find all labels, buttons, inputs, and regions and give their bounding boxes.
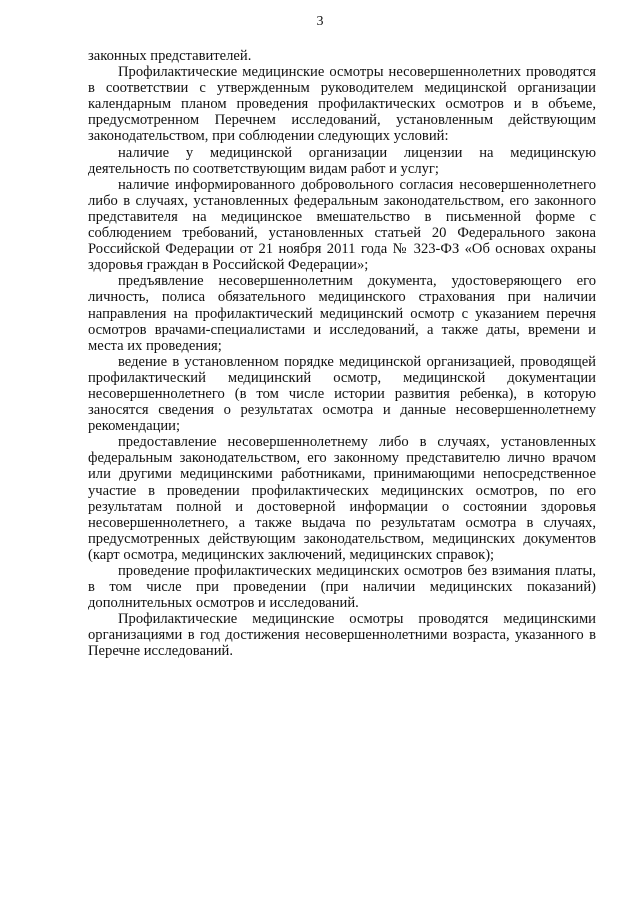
paragraph-condition-documents: предъявление несовершеннолетним документа, удостоверяющего его личность, полиса обязательного медицинского страхования при наличии направления на профилактический медицинский осмотр с указанием перечня осмотров врачами-специалистами и исследований, а также даты, времени и места их проведения; <box>88 273 596 354</box>
paragraph-condition-information: предоставление несовершеннолетнему либо в случаях, установленных федеральным законодательством, его законному представителю лично врачом или другими медицинскими работниками, принимающими непосредственное участие в проведении профилактических медицинских осмотров, по его результатам полной и достоверной информации о состоянии здоровья несовершеннолетнего, а также выдача по результатам осмотра в случаях, предусмотренных действующим законодательством, медицинских документов (карт осмотра, медицинских заключений, медицинских справок); <box>88 434 596 563</box>
paragraph-condition-records: ведение в установленном порядке медицинской организацией, проводящей профилактический медицинский осмотр, медицинской документации несовершеннолетнего (в том числе истории развития ребенка), в которую заносятся сведения о результатах осмотра и данные несовершеннолетнему рекомендации; <box>88 353 596 435</box>
paragraph-condition-consent: наличие информированного добровольного согласия несовершеннолетнего либо в случаях, установленных федеральным законодательством, его законного представителя на медицинское вмешательство в письменной форме с соблюдением требований, установленных статьей 20 Федерального закона Российской Федерации от 21 ноября 2011 года № 323-ФЗ «Об основах охраны здоровья граждан в Российской Федерации»; <box>88 176 596 274</box>
page-number: 3 <box>316 14 324 29</box>
paragraph-continuation: законных представителей. <box>88 48 252 64</box>
paragraph-intro: Профилактические медицинские осмотры несовершеннолетних проводятся в соответствии с утвержденным руководителем медицинской организации календарным планом проведения профилактических осмотров и в объеме, предусмотренном Перечнем исследований, установленным действующим законодательством, при соблюдении следующих условий: <box>88 64 596 145</box>
paragraph-condition-license: наличие у медицинской организации лицензии на медицинскую деятельность по соответствующим видам работ и услуг; <box>88 144 596 177</box>
paragraph-condition-free: проведение профилактических медицинских осмотров без взимания платы, в том числе при проведении (при наличии медицинских показаний) дополнительных осмотров и исследований. <box>88 563 596 612</box>
document-body <box>88 48 596 660</box>
paragraph-timing: Профилактические медицинские осмотры проводятся медицинскими организациями в год достижения несовершеннолетними возраста, указанного в Перечне исследований. <box>88 611 596 660</box>
